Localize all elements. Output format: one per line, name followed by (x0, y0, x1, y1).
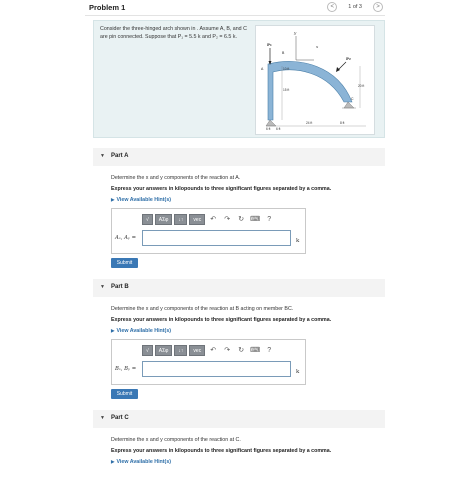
part-a-submit-button[interactable]: Submit (111, 258, 138, 268)
point-a-label: A (261, 67, 264, 71)
p1-label: P₁ (267, 42, 272, 47)
templates-button[interactable]: √ (142, 345, 153, 356)
templates-button[interactable]: √ (142, 214, 153, 225)
math-toolbar (142, 213, 275, 225)
problem-statement-line-1: Consider the three-hinged arch shown in . Assume A, B, and C (100, 26, 247, 32)
redo-icon[interactable]: ↷ (221, 214, 233, 225)
part-a-question: Determine the x and y components of the reaction at A. (111, 175, 241, 181)
part-b-header[interactable] (93, 279, 385, 297)
next-problem-button[interactable]: > (373, 2, 383, 12)
prev-problem-button[interactable]: < (327, 2, 337, 12)
support-a (266, 120, 276, 126)
support-c (344, 102, 354, 108)
caret-right-icon: ▶ (111, 459, 115, 464)
part-b-hint-link[interactable] (111, 328, 171, 334)
collapse-icon[interactable]: ▼ (100, 415, 105, 421)
dim-6ft-b: 6 ft (276, 127, 281, 131)
collapse-icon[interactable]: ▼ (100, 284, 105, 290)
part-a-hint-link[interactable] (111, 197, 171, 203)
caret-right-icon: ▶ (111, 197, 115, 202)
arrows-button[interactable]: ↓↑ (174, 214, 187, 225)
y-axis-label: y (294, 30, 297, 35)
math-toolbar (142, 344, 275, 356)
part-c-instruction: Express your answers in kilopounds to three significant figures separated by a comma. (111, 448, 332, 454)
reset-icon[interactable]: ↻ (235, 214, 247, 225)
keyboard-icon[interactable]: ⌨ (250, 215, 261, 223)
keyboard-icon[interactable]: ⌨ (250, 346, 261, 354)
arch-figure (255, 25, 375, 135)
part-a-header[interactable] (93, 148, 385, 166)
arch-diagram (256, 26, 374, 134)
problem-statement (100, 26, 250, 41)
part-b-instruction: Express your answers in kilopounds to three significant figures separated by a comma. (111, 317, 332, 323)
part-a-instruction: Express your answers in kilopounds to three significant figures separated by a comma. (111, 186, 332, 192)
part-b-answer-input[interactable] (142, 361, 291, 377)
part-a-hint-label: View Available Hint(s) (116, 197, 172, 203)
part-b-unit: k (296, 369, 300, 375)
dim-20ft: 20 ft (358, 84, 365, 88)
help-icon[interactable]: ? (263, 214, 275, 225)
part-b-question: Determine the x and y components of the reaction at B acting on member BC. (111, 306, 294, 312)
help-icon[interactable]: ? (263, 345, 275, 356)
problem-title: Problem 1 (89, 3, 126, 12)
dim-24ft: 24 ft (306, 121, 313, 125)
part-b-submit-button[interactable]: Submit (111, 389, 138, 399)
greek-symbols-button[interactable]: AΣφ (155, 345, 173, 356)
reset-icon[interactable]: ↻ (235, 345, 247, 356)
dim-10ft: 10 ft (283, 67, 290, 71)
part-c-question: Determine the x and y components of the reaction at C. (111, 437, 241, 443)
vector-button[interactable]: vec (189, 214, 205, 225)
pager (327, 2, 383, 12)
collapse-icon[interactable]: ▼ (100, 153, 105, 159)
page-indicator: 1 of 3 (348, 4, 362, 10)
undo-icon[interactable]: ↶ (207, 214, 219, 225)
part-c-label: Part C (111, 415, 129, 421)
redo-icon[interactable]: ↷ (221, 345, 233, 356)
part-a-label: Part A (111, 153, 129, 159)
part-a-unit: k (296, 238, 300, 244)
dim-6ft-a: 6 ft (266, 127, 271, 131)
arrows-button[interactable]: ↓↑ (174, 345, 187, 356)
part-b-eq-label: Bₓ, Bᵧ = (115, 366, 137, 372)
greek-symbols-button[interactable]: AΣφ (155, 214, 173, 225)
part-a-answer-box (111, 208, 306, 254)
part-a-eq-label: Aₓ, Aᵧ = (115, 235, 137, 241)
part-a-answer-input[interactable] (142, 230, 291, 246)
dim-8ft: 8 ft (340, 121, 345, 125)
undo-icon[interactable]: ↶ (207, 345, 219, 356)
vector-button[interactable]: vec (189, 345, 205, 356)
problem-header (85, 0, 385, 16)
part-c-hint-link[interactable] (111, 459, 171, 465)
p2-label: P₂ (346, 56, 351, 61)
part-c-hint-label: View Available Hint(s) (116, 459, 172, 465)
caret-right-icon: ▶ (111, 328, 115, 333)
problem-intro-panel (93, 20, 385, 138)
part-c-header[interactable] (93, 410, 385, 428)
part-b-hint-label: View Available Hint(s) (116, 328, 172, 334)
point-c-label: C (351, 97, 354, 101)
dim-15ft: 15 ft (283, 88, 290, 92)
part-b-label: Part B (111, 284, 129, 290)
part-b-answer-box (111, 339, 306, 385)
point-b-label: B (282, 51, 285, 55)
x-axis-label: x (316, 44, 319, 49)
problem-statement-line-2: are pin connected. Suppose that P₁ = 5.5 k and P₂ = 6.5 k. (100, 33, 237, 40)
